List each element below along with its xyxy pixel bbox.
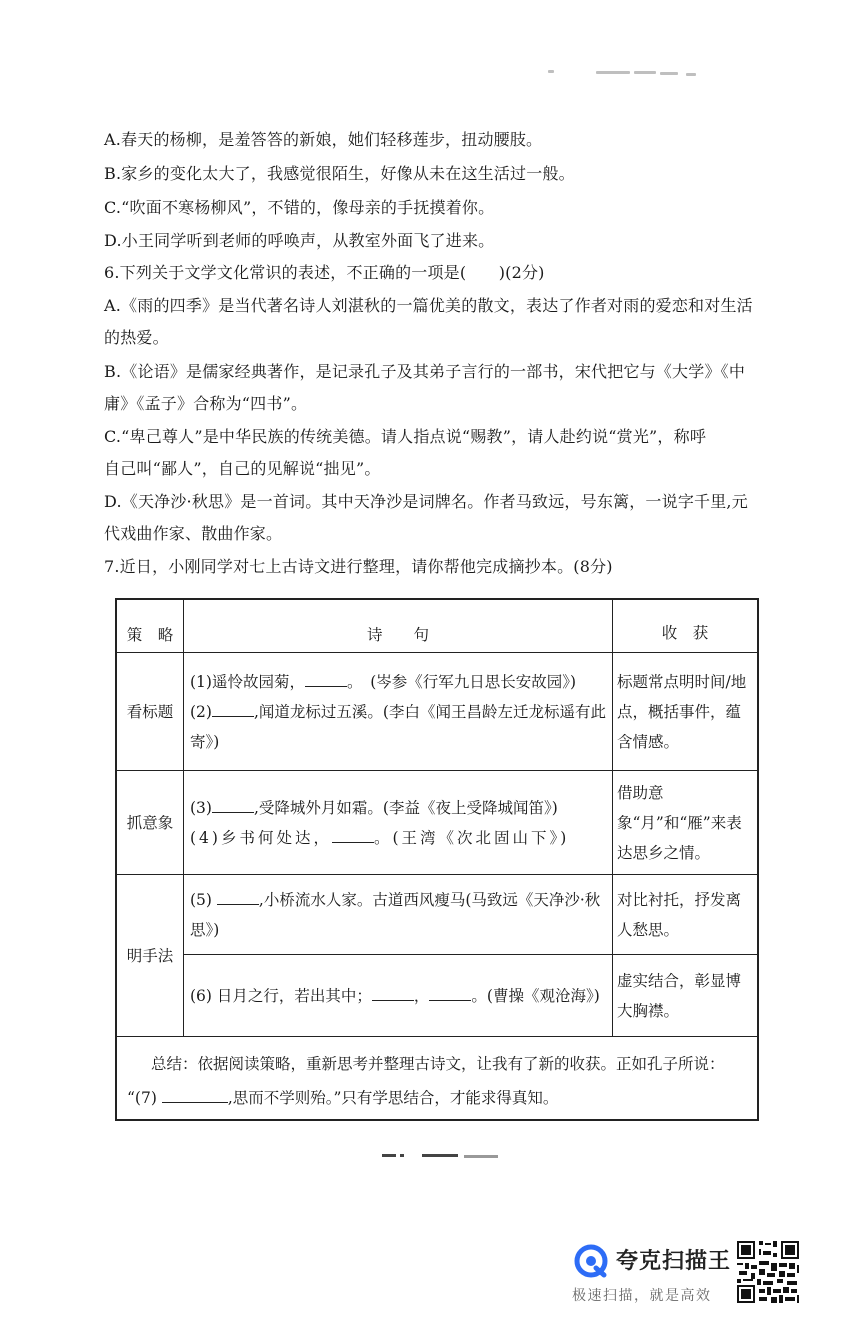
summary-line2 <box>127 1089 558 1107</box>
blank-3[interactable] <box>212 794 254 813</box>
harvest-contrast: 对比衬托，抒发离人愁思。 <box>613 875 759 955</box>
q5-option-d: D.小王同学听到老师的呼唤声，从教室外面飞了进来。 <box>104 231 495 250</box>
verse-item-3 <box>190 793 606 823</box>
q6-option-a-line2: 的热爱。 <box>104 328 169 347</box>
summary-text: ,思而不学则殆。”只有学思结合，才能求得真知。 <box>227 1089 559 1107</box>
blank-6b[interactable] <box>429 982 471 1001</box>
q6-option-d-line1: D.《天净沙·秋思》是一首词。其中天净沙是词牌名。作者马致远，号东篱，一说字千里,元 <box>104 492 748 511</box>
footer-scan-artifact <box>382 1153 498 1159</box>
qr-code-icon <box>735 1239 801 1305</box>
blank-6a[interactable] <box>372 982 414 1001</box>
poetry-excerpt-table <box>115 598 759 1121</box>
q5-option-c: C.“吹面不寒杨柳风”，不错的，像母亲的手抚摸着你。 <box>104 198 495 217</box>
header-scan-artifact <box>548 68 698 76</box>
verse-item-2 <box>190 697 606 757</box>
table-row <box>116 875 758 955</box>
strategy-technique: 明手法 <box>116 875 184 1037</box>
q6-option-b-line2: 庸》《孟子》合称为“四书”。 <box>104 394 308 413</box>
verse-2-text: ,闻道龙标过五溪。(李白《闻王昌龄左迁龙标遥有此寄》) <box>190 702 606 751</box>
brand-slogan: 极速扫描，就是高效 <box>572 1288 712 1304</box>
header-harvest: 收 获 <box>613 599 759 653</box>
verse-4-text: (4)乡书何处达， <box>190 828 332 847</box>
table-row <box>116 955 758 1037</box>
verse-6-comma: ， <box>413 986 430 1005</box>
verse-6-text: (6) 日月之行，若出其中； <box>190 986 372 1005</box>
verse-2-label: (2) <box>190 702 212 721</box>
q6-option-d-line2: 代戏曲作家、散曲作家。 <box>104 524 283 543</box>
harvest-virtual-real: 虚实结合，彰显博大胸襟。 <box>613 955 759 1037</box>
scanner-watermark <box>570 1240 802 1308</box>
q5-option-a: A.春天的杨柳，是羞答答的新娘，她们轻移莲步，扭动腰肢。 <box>104 130 543 149</box>
verse-cell-6 <box>184 955 613 1037</box>
header-strategy: 策 略 <box>116 599 184 653</box>
harvest-title: 标题常点明时间/地点，概括事件，蕴含情感。 <box>613 653 759 771</box>
verse-3-label: (3) <box>190 798 212 817</box>
verse-4-source: 。(王湾《次北固山下》) <box>373 828 570 847</box>
verse-item-6 <box>190 981 606 1011</box>
verse-3-text: ,受降城外月如霜。(李益《夜上受降城闻笛》) <box>253 798 558 817</box>
blank-2[interactable] <box>212 698 254 717</box>
harvest-imagery: 借助意象“月”和“雁”来表达思乡之情。 <box>613 771 759 875</box>
table-header-row <box>116 599 758 653</box>
blank-7[interactable] <box>162 1084 228 1103</box>
q6-option-c-line1: C.“卑己尊人”是中华民族的传统美德。请人指点说“赐教”，请人赴约说“赏光”，称呼 <box>104 427 707 446</box>
verse-item-4 <box>190 823 606 853</box>
strategy-title: 看标题 <box>116 653 184 771</box>
verse-cell-1-2 <box>184 653 613 771</box>
blank-4[interactable] <box>332 824 374 843</box>
verse-5-label: (5) <box>190 890 212 909</box>
strategy-imagery: 抓意象 <box>116 771 184 875</box>
verse-5-text: ,小桥流水人家。古道西风瘦马(马致远《天净沙·秋思》) <box>190 890 601 939</box>
verse-6-source: 。(曹操《观沧海》) <box>471 986 600 1005</box>
verse-cell-3-4 <box>184 771 613 875</box>
summary-cell <box>116 1037 758 1121</box>
table-summary-row <box>116 1037 758 1121</box>
q6-option-a-line1: A.《雨的四季》是当代著名诗人刘湛秋的一篇优美的散文，表达了作者对雨的爱恋和对生活 <box>104 296 753 315</box>
verse-1-source: 。 (岑参《行军九日思长安故园》) <box>346 672 577 691</box>
verse-1-text: (1)遥怜故园菊， <box>190 672 305 691</box>
quark-logo-icon <box>574 1244 608 1278</box>
blank-1[interactable] <box>305 668 347 687</box>
verse-item-5 <box>190 885 606 945</box>
summary-line1: 总结：依据阅读策略，重新思考并整理古诗文，让我有了新的收获。正如孔子所说： <box>151 1055 725 1073</box>
verse-item-1 <box>190 667 606 697</box>
brand-name: 夸克扫描王 <box>616 1249 732 1274</box>
q6-stem: 6.下列关于文学文化常识的表述，不正确的一项是( )(2分) <box>104 263 545 282</box>
blank-5[interactable] <box>217 886 259 905</box>
header-verse: 诗 句 <box>184 599 613 653</box>
summary-label: “(7) <box>127 1089 157 1107</box>
q7-stem: 7.近日，小刚同学对七上古诗文进行整理，请你帮他完成摘抄本。(8分) <box>104 557 613 576</box>
table-row <box>116 771 758 875</box>
q5-option-b: B.家乡的变化太大了，我感觉很陌生，好像从未在这生活过一般。 <box>104 164 575 183</box>
table-row <box>116 653 758 771</box>
q6-option-b-line1: B.《论语》是儒家经典著作，是记录孔子及其弟子言行的一部书，宋代把它与《大学》《中 <box>104 362 746 381</box>
verse-cell-5 <box>184 875 613 955</box>
q6-option-c-line2: 自己叫“鄙人”，自己的见解说“拙见”。 <box>104 459 381 478</box>
